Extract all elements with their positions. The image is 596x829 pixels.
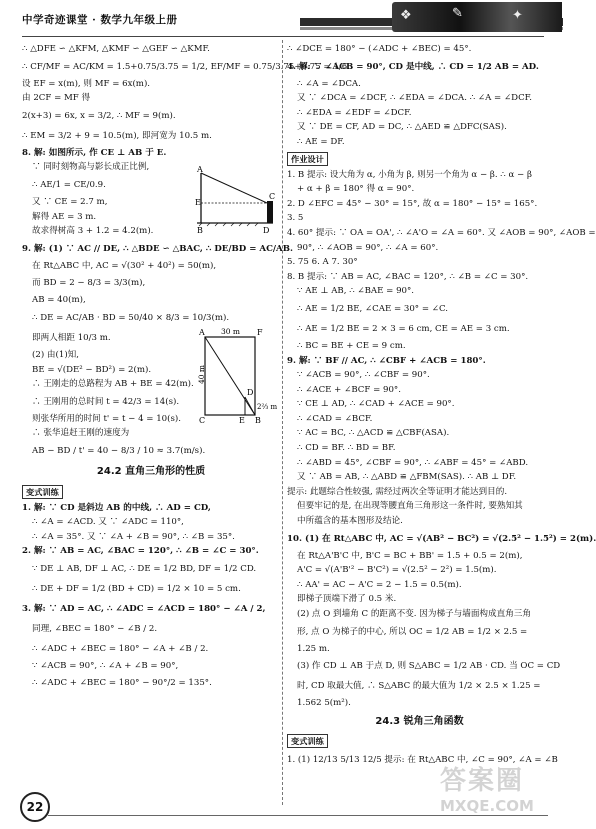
text-line: ∴ ∠A = ∠ACD. 又 ∵ ∠ADC = 110°,: [32, 517, 184, 528]
text-line: 即梯子顶端下滑了 0.5 米.: [297, 594, 397, 605]
page-header: [0, 0, 563, 36]
text-line: 则张华所用的时间 t' = t − 4 = 10(s).: [32, 413, 181, 424]
text-line: + α + β = 180° 得 α = 90°.: [297, 184, 415, 195]
text-line: 1. B 提示: 设大角为 α, 小角为 β, 则另一个角为 α − β. ∴ α − β: [287, 169, 532, 180]
text-line: ∴ ∠ADC + ∠BEC = 180° − 90°/2 = 135°.: [32, 678, 212, 689]
text-line: 形, 点 O 为梯子的中心, 所以 OC = 1/2 AB = 1/2 × 2.5 =: [297, 626, 528, 637]
fig8-label: C: [269, 192, 276, 201]
tag-homework-design: 作业设计: [287, 152, 328, 166]
text-line: 设 EF = x(m), 则 MF = 6x(m).: [22, 78, 151, 89]
text-line: ∵ DE ⊥ AB, DF ⊥ AC, ∴ DE = 1/2 BD, DF = 1/2 CD.: [32, 563, 257, 574]
text-line: ∴ CD = BF. ∴ BD = BF.: [297, 443, 396, 454]
figure-rectangle-field: [193, 325, 281, 425]
text-line: 1. (1) 12/13 5/13 12/5 提示: 在 Rt△ABC 中, ∠C = 90°, ∠A = ∠B: [287, 755, 558, 766]
column-divider: [282, 40, 283, 805]
text-line: ∴ ∠A = ∠DCA.: [297, 78, 361, 89]
text-line: ∴ ∠ACE + ∠BCF = 90°.: [297, 384, 401, 395]
text-line: ∵ 同时刻物高与影长成正比例,: [32, 162, 150, 173]
text-line: 3. 5: [287, 213, 304, 224]
fig9-height-label: 40 m: [197, 364, 206, 384]
text-line: 但要牢记的是, 在出现等腰直角三角形这一条件时, 要熟知其: [297, 501, 523, 512]
text-line: 1.25 m.: [297, 643, 330, 654]
text-line: ∴ ∠CAD = ∠BCF.: [297, 413, 373, 424]
text-line: ∴ ∠ABD = 45°, ∠CBF = 90°, ∴ ∠ABF = 45° = ∠ABD.: [297, 457, 529, 468]
decoration-glyph: ✦: [512, 8, 523, 23]
text-line: ∴ AE = 1/2 BE = 2 × 3 = 6 cm, CE = AE = 3 cm.: [297, 323, 510, 334]
text-line: (2) 点 O 到墙角 C 的距离不变. 因为梯子与墙面构成直角三角: [297, 609, 531, 619]
problem-3: 3. 解: ∵ AD = AC, ∴ ∠ADC = ∠ACD = 180° − ∠A / 2,: [22, 603, 266, 614]
fig9-label: C: [199, 416, 206, 425]
text-line: 8. B 提示: ∵ AB = AC, ∠BAC = 120°, ∴ ∠B = ∠C = 30°.: [287, 271, 529, 282]
text-line: ∴ AE = DF.: [297, 136, 345, 147]
text-line: A'C = √(A'B'² − B'C²) = √(2.5² − 2²) = 1.5(m).: [297, 565, 497, 576]
problem-9: 9. 解: (1) ∵ AC // DE, ∴ △BDE ∽ △BAC, ∴ DE/BD = AC/AB.: [22, 243, 293, 254]
text-line: ∴ EM = 3/2 + 9 = 10.5(m), 即河宽为 10.5 m.: [22, 130, 212, 141]
text-line: 由 2CF = MF 得: [22, 93, 91, 104]
fig8-label: D: [263, 226, 270, 235]
text-line: AB = 40(m),: [32, 295, 86, 306]
right-column: [287, 42, 596, 770]
text-line: 又 ∵ DE = CF, AD = DC, ∴ △AED ≌ △DFC(SAS).: [297, 122, 507, 133]
decoration-glyph: ✎: [452, 6, 463, 21]
text-line: ∵ ∠ACB = 90°, ∴ ∠CBF = 90°.: [297, 370, 430, 381]
fig9-label: D: [247, 388, 254, 397]
text-line: ∴ AE/1 = CE/0.9.: [32, 179, 106, 190]
text-line: ∴ ∠A = 35°. 又 ∵ ∠A + ∠B = 90°, ∴ ∠B = 35°.: [32, 531, 235, 542]
text-line: ∴ △DFE ∽ △KFM, △KMF ∽ △GEF ∽ △KMF.: [22, 44, 210, 54]
fig9-label: A: [199, 328, 205, 337]
watermark-top: 答案圈: [440, 766, 525, 796]
text-line: ∴ DE = AC/AB · BD = 50/40 × 8/3 = 10/3(m).: [32, 312, 230, 323]
fig9-label: E: [239, 416, 245, 425]
header-rule: [22, 36, 544, 37]
fig9-label: F: [257, 328, 263, 337]
text-line: 而 BD = 2 − 8/3 = 3/3(m),: [32, 278, 146, 289]
text-line: ∴ ∠ADC + ∠BEC = 180° − ∠A + ∠B / 2.: [32, 643, 209, 654]
text-line: ∴ 王刚走的总路程为 AB + BE = 42(m).: [32, 379, 194, 390]
text-line: ∴ 张华追赶王刚的速度为: [32, 428, 130, 439]
problem-10: 10. (1) 在 Rt△ABC 中, AC = √(AB² − BC²) = √(2.5² − 1.5²) = 2(m).: [287, 533, 596, 544]
text-line: BE = √(DE² − BD²) = 2(m).: [32, 364, 152, 375]
text-line: 故求得树高 3 + 1.2 = 4.2(m).: [32, 226, 154, 237]
fig8-label: B: [197, 226, 203, 235]
text-line: ∴ BC = BE + CE = 9 cm.: [297, 340, 406, 351]
text-line: AB − BD / t' = 40 − 8/3 / 10 ≈ 3.7(m/s).: [32, 445, 206, 456]
text-line: ∵ CE ⊥ AD, ∴ ∠CAD + ∠ACE = 90°.: [297, 399, 455, 410]
fig9-label: B: [255, 416, 261, 425]
text-line: 2(x+3) = 6x, x = 3/2, ∴ MF = 9(m).: [22, 110, 176, 121]
book-title: 中学奇迹课堂 · 数学九年级上册: [22, 14, 178, 26]
watermark-bottom: MXQE.COM: [440, 797, 534, 815]
text-line: 在 Rt△A'B'C 中, B'C = BC + BB' = 1.5 + 0.5 = 2(m),: [297, 550, 523, 561]
text-line: 4. 60° 提示: ∵ OA = OA', ∴ ∠A'O = ∠A = 60°. 又 ∠AOB = 90°, ∠AOB =: [287, 227, 596, 238]
figure-tree-shadow: [195, 165, 280, 235]
text-line: ∴ DE + DF = 1/2 (BD + CD) = 1/2 × 10 = 5 cm.: [32, 583, 241, 594]
text-line: ∵ AC = BC, ∴ △ACD ≌ △CBF(ASA).: [297, 428, 450, 439]
section-title-24-3: 24.3 锐角三角函数: [375, 715, 464, 727]
text-line: ∵ ∠ACB = 90°, ∴ ∠A + ∠B = 90°,: [32, 660, 179, 671]
text-line: 时, CD 取最大值, ∴ S△ABC 的最大值为 1/2 × 2.5 × 1.25 =: [297, 681, 541, 692]
text-line: ∴ ∠EDA = ∠EDF = ∠DCF.: [297, 107, 412, 118]
tag-variant-training-2: 变式训练: [287, 734, 328, 748]
text-line: ∴ AA' = AC − A'C = 2 − 1.5 = 0.5(m).: [297, 579, 462, 590]
text-line: 同理, ∠BEC = 180° − ∠B / 2.: [32, 623, 158, 634]
text-line: (3) 作 CD ⊥ AB 于点 D, 则 S△ABC = 1/2 AB · CD. 当 OC = CD: [297, 661, 561, 672]
text-line: 又 ∵ AB = AB, ∴ △ABD ≌ △FBM(SAS). ∴ AB ⊥ DF.: [297, 472, 517, 483]
text-line: 解得 AE = 3 m.: [32, 211, 97, 222]
text-line: ∴ AE = 1/2 BE, ∠CAE = 30° = ∠C.: [297, 303, 448, 314]
text-line: 又 ∵ ∠DCA = ∠DCF, ∴ ∠EDA = ∠DCA. ∴ ∠A = ∠DCF.: [297, 93, 533, 104]
text-line: ∴ CF/MF = AC/KM = 1.5+0.75/3.75 = 1/2, EF/MF = 0.75/3.75+0.75 = 1/6.: [22, 61, 350, 72]
problem-9-homework: 9. 解: ∵ BF // AC, ∴ ∠CBF + ∠ACB = 180°.: [287, 355, 486, 366]
text-line: 在 Rt△ABC 中, AC = √(30² + 40²) = 50(m),: [32, 260, 217, 271]
fig8-label: A: [197, 165, 203, 174]
watermark: [440, 760, 555, 822]
text-line: (2) 由(1)知,: [32, 349, 79, 360]
text-line: 即两人相距 10/3 m.: [32, 332, 111, 343]
text-line: 提示: 此题综合性较强, 需经过两次全等证明才能达到目的.: [287, 486, 508, 497]
header-decoration: [392, 2, 562, 32]
text-line: 1.562 5(m²).: [297, 698, 351, 709]
text-line: 2. D ∠EFC = 45° − 30° = 15°, 故 α = 180° − 15° = 165°.: [287, 198, 538, 209]
text-line: ∴ ∠DCE = 180° − (∠ADC + ∠BEC) = 45°.: [287, 44, 472, 54]
fig9-small-label: 2⅔ m: [257, 403, 278, 411]
text-line: 又 ∵ CE = 2.7 m,: [32, 196, 108, 207]
problem-1: 1. 解: ∵ CD 是斜边 AB 的中线, ∴ AD = CD,: [22, 502, 211, 513]
text-line: 中所蕴含的基本图形及结论.: [297, 516, 403, 527]
problem-4: 4. 解: ∵ ∠ACB = 90°, CD 是中线, ∴ CD = 1/2 AB = AD.: [287, 61, 539, 72]
tag-variant-training: 变式训练: [22, 485, 63, 499]
fig9-width-label: 30 m: [221, 327, 241, 336]
problem-8: 8. 解: 如图所示, 作 CE ⊥ AB 于 E.: [22, 147, 167, 158]
text-line: 5. 75 6. A 7. 30°: [287, 257, 358, 268]
text-line: ∵ AE ⊥ AB, ∴ ∠BAE = 90°.: [297, 286, 415, 297]
problem-2: 2. 解: ∵ AB = AC, ∠BAC = 120°, ∴ ∠B = ∠C = 30°.: [22, 546, 259, 557]
page-number: 22: [20, 792, 50, 822]
fig8-label: E: [195, 198, 201, 207]
decoration-glyph: ❖: [400, 8, 412, 23]
text-line: 90°, ∴ ∠AOB = 90°, ∴ ∠A = 60°.: [297, 242, 439, 253]
section-title-24-2: 24.2 直角三角形的性质: [96, 465, 206, 477]
text-line: ∴ 王刚用的总时间 t = 42/3 = 14(s).: [32, 396, 180, 407]
